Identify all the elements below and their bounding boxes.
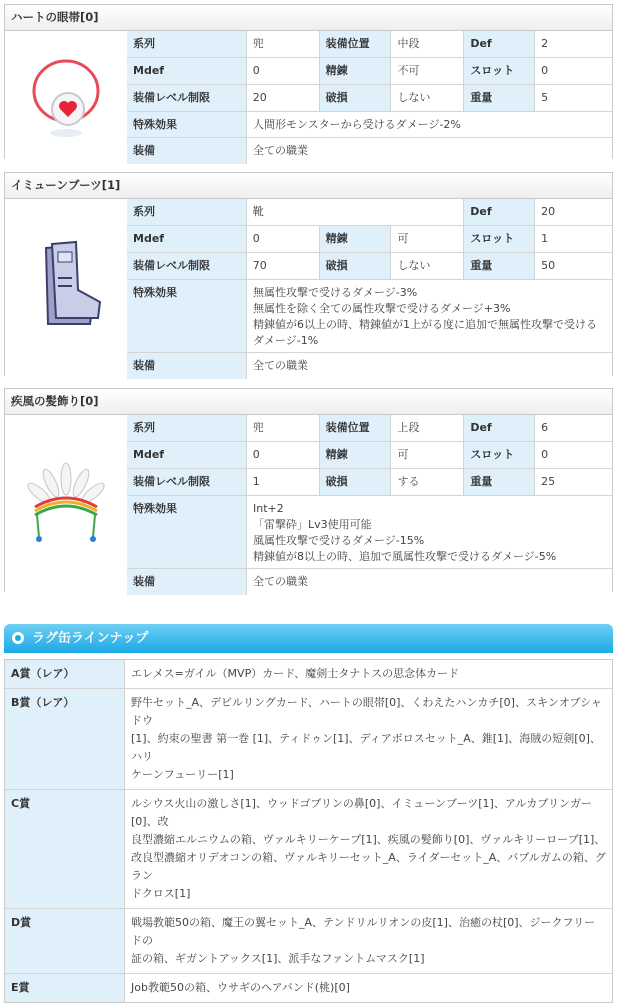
prize-label: C賞 [5,790,125,908]
value-position: 上段 [391,415,464,441]
label-effect: 特殊効果 [127,496,247,568]
label-mdef: Mdef [127,226,247,252]
prize-contents [125,689,612,789]
lineup-row-c [5,790,612,909]
value-refine: 可 [391,226,464,252]
label-equip: 装備 [127,569,247,595]
effect-line: 無属性を除く全ての属性攻撃で受けるダメージ+3% [253,302,511,315]
prize-line: エレメス=ガイル（MVP）カード、魔剣士タナトスの思念体カード [131,667,460,680]
label-position: 装備位置 [320,31,392,57]
lineup-banner [4,624,613,653]
heart-eyepatch-icon [26,51,106,141]
effect-line: 精錬値が8以上の時、追加で風属性攻撃で受けるダメージ-5% [253,550,557,563]
effect-line: Int+2 [253,502,284,515]
value-broken: しない [391,85,464,111]
label-broken: 破損 [320,85,392,111]
value-mdef: 0 [247,226,320,252]
prize-line: ドクロス[1] [131,887,191,900]
prize-contents [125,660,612,688]
value-def: 20 [535,199,612,225]
value-effect [247,496,612,568]
value-slot: 0 [535,58,612,84]
lineup-row-b [5,689,612,790]
label-slot: スロット [464,226,535,252]
label-equip: 装備 [127,353,247,379]
feather-headdress-icon [21,459,111,549]
label-level: 装備レベル制限 [127,253,247,279]
label-effect: 特殊効果 [127,112,247,137]
label-refine: 精錬 [320,226,392,252]
lineup-row-e [5,974,612,1002]
prize-line: Job教範50の箱、ウサギのヘアバンド(桃)[0] [131,981,350,994]
label-broken: 破損 [320,253,392,279]
label-position: 装備位置 [320,415,392,441]
effect-line: 人間形モンスターから受けるダメージ-2% [253,118,461,131]
label-weight: 重量 [464,85,535,111]
prize-contents [125,790,612,908]
effect-line: ダメージ-1% [253,334,319,347]
prize-contents [125,909,612,973]
value-weight: 50 [535,253,612,279]
lineup-title: ラグ缶ラインナップ [32,631,149,646]
value-def: 6 [535,415,612,441]
prize-label: A賞（レア） [5,660,125,688]
value-mdef: 0 [247,58,320,84]
value-slot: 0 [535,442,612,468]
item-card-immune-boots [4,172,613,376]
prize-line: 良型濃縮エルニウムの箱、ヴァルキリーケープ[1]、疾風の髪飾り[0]、ヴァルキリーローブ[1]、 [131,833,606,846]
effect-line: 風属性攻撃で受けるダメージ-15% [253,534,425,547]
value-equip: 全ての職業 [247,138,612,164]
value-kind: 兜 [247,31,320,57]
prize-line: 野牛セット_A、デビルリングカード、ハートの眼帯[0]、くわえたハンカチ[0]、スキンオブシャドウ [131,696,602,727]
item-title: イミューンブーツ[1] [5,173,612,199]
prize-line: [1]、約束の聖書 第一巻 [1]、ティドゥン[1]、ディアボロスセット_A、錐[1]、海賊の短剣[0]、ハリ [131,732,601,763]
value-mdef: 0 [247,442,320,468]
label-weight: 重量 [464,469,535,495]
label-equip: 装備 [127,138,247,164]
prize-line: ルシウス火山の激しさ[1]、ウッドゴブリンの鼻[0]、イミューンブーツ[1]、アルカブリンガー[0]、改 [131,797,592,828]
value-equip: 全ての職業 [247,353,612,379]
item-card-gale-hair-ornament [4,388,613,592]
label-effect: 特殊効果 [127,280,247,352]
item-image [5,415,128,593]
value-kind: 兜 [247,415,320,441]
label-kind: 系列 [127,199,247,225]
label-weight: 重量 [464,253,535,279]
label-kind: 系列 [127,415,247,441]
label-refine: 精錬 [320,58,392,84]
label-kind: 系列 [127,31,247,57]
label-slot: スロット [464,442,535,468]
prize-line: ケーンフューリー[1] [131,768,234,781]
value-weight: 25 [535,469,612,495]
value-def: 2 [535,31,612,57]
lineup-row-a [5,660,612,689]
value-position: 中段 [391,31,464,57]
value-level: 1 [247,469,320,495]
value-weight: 5 [535,85,612,111]
value-level: 70 [247,253,320,279]
label-def: Def [464,31,535,57]
label-def: Def [464,199,535,225]
label-slot: スロット [464,58,535,84]
prize-line: 改良型濃縮オリデオコンの箱、ヴァルキリーセット_A、ライダーセット_A、バブルガムの箱、グラン [131,851,606,882]
value-level: 20 [247,85,320,111]
prize-line: 戦場教範50の箱、魔王の翼セット_A、テンドリルリオンの皮[1]、治癒の杖[0]、ジークフリードの [131,916,596,947]
label-level: 装備レベル制限 [127,469,247,495]
item-image [5,31,128,160]
label-mdef: Mdef [127,58,247,84]
prize-label: B賞（レア） [5,689,125,789]
item-title: ハートの眼帯[0] [5,5,612,31]
value-effect [247,112,612,137]
prize-label: E賞 [5,974,125,1002]
value-equip: 全ての職業 [247,569,612,595]
prize-contents [125,974,612,1002]
label-refine: 精錬 [320,442,392,468]
item-title: 疾風の髪飾り[0] [5,389,612,415]
label-broken: 破損 [320,469,392,495]
value-refine: 可 [391,442,464,468]
label-mdef: Mdef [127,442,247,468]
bullet-icon [12,632,24,644]
item-card-heart-eyepatch [4,4,613,159]
label-level: 装備レベル制限 [127,85,247,111]
value-kind: 靴 [247,199,465,225]
boots-icon [26,238,106,338]
lineup-table [4,659,613,1003]
label-def: Def [464,415,535,441]
lineup-row-d [5,909,612,974]
prize-line: 証の箱、ギガントアックス[1]、派手なファントムマスク[1] [131,952,425,965]
value-slot: 1 [535,226,612,252]
effect-line: 精錬値が6以上の時、精錬値が1上がる度に追加で無属性攻撃で受ける [253,318,597,331]
prize-label: D賞 [5,909,125,973]
effect-line: 「雷撃砕」Lv3使用可能 [253,518,372,531]
value-broken: しない [391,253,464,279]
effect-line: 無属性攻撃で受けるダメージ-3% [253,286,418,299]
item-image [5,199,128,377]
value-broken: する [391,469,464,495]
value-effect [247,280,612,352]
value-refine: 不可 [391,58,464,84]
